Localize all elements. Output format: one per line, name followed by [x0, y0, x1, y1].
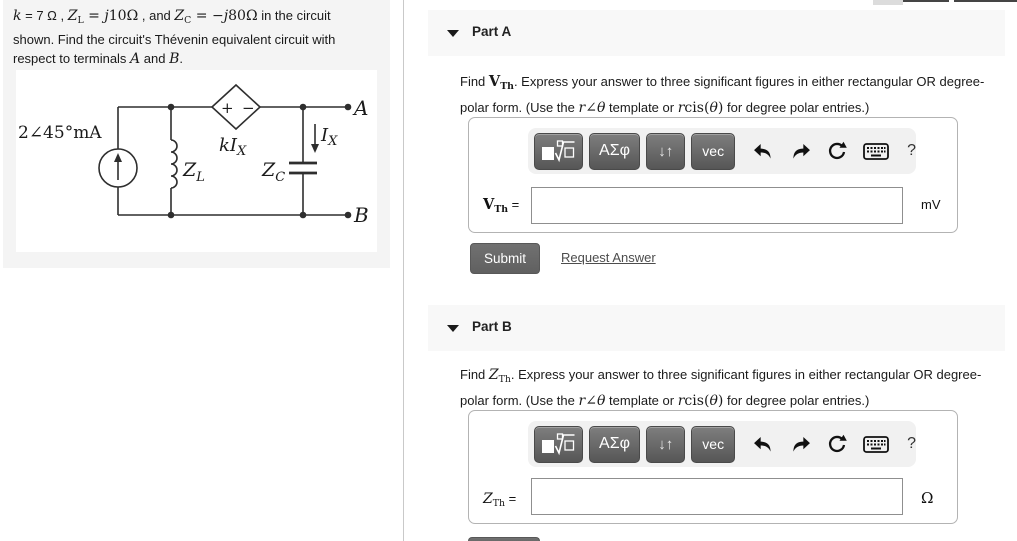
problem-statement-line2: shown. Find the circuit's Thévenin equivalent circuit with: [13, 31, 336, 47]
square-root-template-icon: [540, 138, 576, 164]
part-a-submit-button[interactable]: Submit: [470, 243, 540, 274]
equation-toolbar: [528, 421, 916, 467]
dep-source-minus: −: [242, 99, 255, 117]
terminal-a-label: A: [354, 96, 369, 120]
greek-letters-button[interactable]: ΑΣφ: [589, 426, 641, 463]
problem-statement-line3: respect to terminals A and B.: [13, 50, 184, 67]
circuit-figure: [16, 70, 377, 252]
redo-icon[interactable]: [790, 436, 811, 453]
part-a-description: [460, 71, 1017, 119]
answer-variable-label: $V_{Th}$ =: [483, 196, 520, 215]
part-b-desc-line1: Find $Z_{Th}$. Express your answer to three significant figures in either rectangular OR degree-: [460, 367, 982, 385]
part-b-desc-line2: polar form. (Use the r∠θ template or rcis(θ) for degree polar entries.): [460, 392, 870, 409]
reset-icon[interactable]: [827, 141, 847, 161]
problem-statement: [13, 6, 385, 69]
node-dot: [168, 104, 175, 111]
equation-toolbar: [528, 128, 916, 174]
part-a-desc-line1: Find $V_{Th}$. Express your answer to three significant figures in either rectangular OR degree-: [460, 73, 985, 92]
part-a-answer-input[interactable]: [531, 187, 903, 224]
keyboard-icon[interactable]: [863, 436, 889, 453]
help-icon[interactable]: ?: [907, 142, 916, 159]
dep-source-plus: +: [221, 99, 234, 117]
inductor-coil: [171, 140, 177, 188]
part-b-answer-input[interactable]: [531, 478, 903, 515]
undo-redo-arrows-button[interactable]: ↓↑: [646, 426, 685, 463]
part-b-title: Part B: [472, 319, 512, 334]
inductor-label: $Z_L$: [183, 159, 205, 185]
problem-panel: [3, 0, 390, 268]
part-b-header[interactable]: [428, 305, 1005, 351]
help-icon[interactable]: ?: [907, 435, 916, 452]
part-a-desc-line2: polar form. (Use the r∠θ template or rcis(θ) for degree polar entries.): [460, 99, 870, 116]
part-a-header[interactable]: [428, 10, 1005, 56]
cropped-rule-fragment: [903, 0, 949, 2]
part-b-unit-label: Ω: [921, 489, 934, 507]
terminal-b-label: B: [354, 203, 369, 227]
part-a-answer-box: [468, 117, 958, 233]
vector-button[interactable]: vec: [691, 133, 735, 170]
node-dot: [300, 104, 307, 111]
reset-icon[interactable]: [827, 434, 847, 454]
greek-letters-button[interactable]: ΑΣφ: [589, 133, 641, 170]
toolbar-icon-group: [753, 434, 916, 454]
vector-button[interactable]: vec: [691, 426, 735, 463]
node-dot: [168, 212, 175, 219]
collapse-triangle-icon[interactable]: [447, 325, 459, 332]
collapse-triangle-icon[interactable]: [447, 30, 459, 37]
terminal-b-dot: [345, 212, 352, 219]
math-template-button[interactable]: [534, 426, 583, 463]
undo-icon[interactable]: [753, 436, 774, 453]
terminal-a-dot: [345, 104, 352, 111]
cropped-rule-fragment: [954, 0, 1017, 2]
redo-icon[interactable]: [790, 143, 811, 160]
part-b-answer-box: [468, 410, 958, 524]
undo-redo-arrows-button[interactable]: ↓↑: [646, 133, 685, 170]
part-a-unit-label: mV: [921, 197, 941, 212]
part-a-title: Part A: [472, 24, 512, 39]
circuit-diagram-svg: [16, 70, 377, 252]
problem-statement-line1: k = 7 Ω , $Z_L = j10\Omega$ , and $Z_C = -j80\Omega$ in the circuit: [13, 8, 331, 26]
answer-variable-label: $Z_{Th}$ =: [483, 491, 517, 509]
ix-arrowhead: [311, 144, 319, 153]
current-source-arrowhead: [114, 153, 122, 162]
toolbar-icon-group: [753, 141, 916, 161]
part-b-description: [460, 364, 1017, 412]
dep-source-label: $kI_X$: [219, 135, 247, 159]
cropped-toolbar-fragment: [873, 0, 903, 5]
part-a-request-answer-link[interactable]: Request Answer: [561, 250, 656, 265]
ix-label: $I_X$: [321, 125, 338, 149]
part-b-submit-button[interactable]: [468, 537, 540, 541]
square-root-template-icon: [540, 431, 576, 457]
node-dot: [300, 212, 307, 219]
keyboard-icon[interactable]: [863, 143, 889, 160]
source-value-label: 2∠45°mA: [18, 123, 102, 143]
panel-divider: [403, 0, 404, 541]
undo-icon[interactable]: [753, 143, 774, 160]
math-template-button[interactable]: [534, 133, 583, 170]
capacitor-label: $Z_C$: [262, 159, 286, 185]
